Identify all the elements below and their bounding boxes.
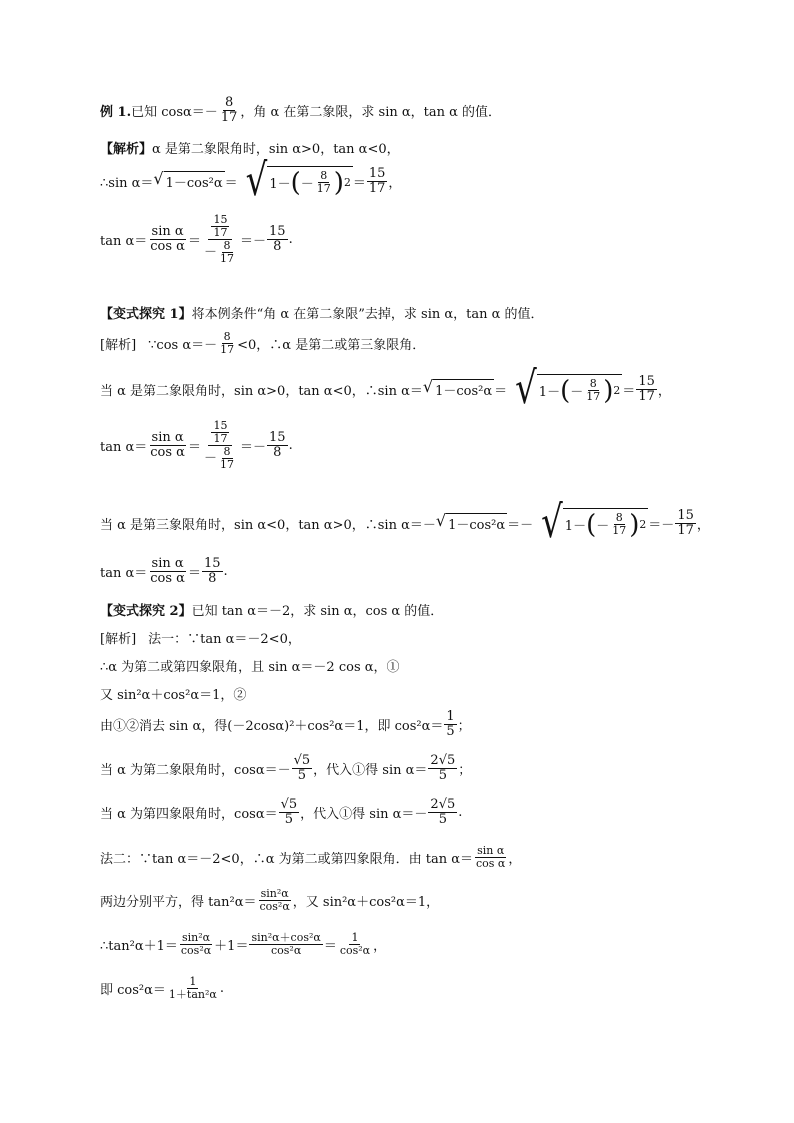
radicand: 1－cos²α: [433, 379, 494, 399]
denominator: 5: [284, 812, 294, 828]
variant-2-line-9: [100, 976, 224, 1001]
denominator: cos α: [476, 857, 506, 871]
numerator: sin α: [151, 223, 184, 239]
numerator: sin²α: [260, 887, 289, 900]
fraction: [675, 509, 696, 539]
denominator: cos α: [150, 239, 185, 255]
exponent: 2: [639, 518, 647, 532]
numerator: 15: [638, 373, 655, 389]
denominator: 8: [273, 239, 282, 255]
formula-text: ，代入①得 sin α＝－: [300, 807, 428, 823]
formula-text: ，代入①得 sin α＝: [313, 763, 428, 779]
variant-1-solution-line: [100, 331, 425, 356]
numerator: sin α: [151, 556, 184, 571]
fraction: [338, 932, 372, 957]
fraction: [610, 512, 628, 537]
numerator: 1: [189, 975, 197, 988]
variant-1-tan-3-line: [100, 557, 228, 587]
formula-text: ＋1＝: [214, 939, 249, 955]
numerator: 2√5: [430, 797, 456, 812]
example-1-tan-line: [100, 214, 293, 265]
numerator: 15: [213, 213, 228, 226]
formula-text: ，又 sin²α＋cos²α＝1，: [292, 895, 440, 911]
variant-2-line-6: [100, 845, 521, 870]
formula-text: ，: [657, 383, 671, 399]
variant-2-line-4: [100, 754, 471, 784]
denominator: cos²α: [259, 900, 290, 914]
compound-fraction: [202, 420, 239, 471]
formula-text: 当 α 是第二象限角时，sin α>0，tan α<0，∴sin α＝: [100, 383, 423, 399]
fraction: [444, 710, 456, 740]
numerator: 15: [269, 223, 286, 239]
formula-text: ∵cos α＝－: [148, 338, 218, 354]
formula-text: 当 α 是第三象限角时，sin α<0，tan α>0，∴sin α＝－: [100, 517, 436, 533]
fraction: [367, 167, 388, 197]
numerator: √5: [280, 797, 298, 812]
variant-2-line-2: [100, 684, 246, 703]
variant-2-title: 【变式探究 2】: [100, 604, 192, 619]
denominator: cos α: [150, 445, 185, 461]
fraction: [292, 754, 313, 784]
numerator: 8: [615, 511, 623, 525]
formula-text: .: [288, 438, 293, 454]
fraction: [218, 240, 236, 265]
formula-text: ∴α 为第二或第四象限角，且 sin α＝－2 cos α，①: [100, 660, 400, 675]
numerator: 8: [589, 377, 597, 391]
square-root: √ 1－ ( － $\frac{8}{17}$ ) 2: [541, 496, 647, 549]
square-root: √ 1－cos²α: [153, 169, 223, 192]
square-root: √ 1－ ( － $\frac{8}{17}$ ) 2: [245, 154, 351, 207]
numerator: 8: [223, 239, 231, 253]
fraction: [211, 214, 229, 239]
formula-text: ∴sin α＝: [100, 175, 154, 191]
formula-text: 1－: [538, 385, 561, 401]
fraction: [267, 431, 288, 461]
formula-text: ＝－: [240, 234, 267, 250]
formula-text: ＝－: [507, 517, 534, 533]
fraction: [218, 331, 236, 356]
fraction: [315, 170, 333, 195]
formula-text: ＝: [224, 175, 238, 191]
formula-text: ＝: [622, 383, 636, 399]
square-root: √ 1－ ( － $\frac{8}{17}$ ) 2: [515, 362, 621, 415]
numerator: 8: [223, 445, 231, 459]
formula-text: ∴tan²α＋1＝: [100, 939, 178, 955]
fraction: [179, 932, 213, 957]
example-1-line: [100, 96, 501, 126]
denominator: 17: [612, 524, 627, 538]
exponent: 2: [613, 384, 621, 398]
variant-1-tan-2-line: [100, 420, 293, 471]
fraction: [279, 798, 300, 828]
denominator: 17: [677, 522, 694, 538]
variant-1-line: [100, 303, 544, 322]
formula-text: －: [570, 385, 584, 401]
fraction: [636, 375, 657, 405]
denominator: 17: [220, 252, 234, 266]
variant-2-line: [100, 600, 443, 619]
numerator: 1: [351, 931, 359, 944]
fraction: [219, 96, 240, 126]
variant-2-line-3: [100, 710, 471, 740]
formula-text: 又 sin²α＋cos²α＝1，②: [100, 688, 247, 703]
variant-1-case-3-line: [100, 496, 710, 549]
numerator: sin²α＋cos²α: [251, 931, 321, 944]
formula-text: 1－: [269, 177, 291, 193]
example-1-text-a: 已知 cosα＝－: [131, 105, 218, 121]
variant-2-solution-line: [100, 628, 301, 647]
denominator: cos²α: [339, 944, 371, 958]
formula-text: .: [458, 805, 463, 821]
numerator: 15: [368, 165, 386, 181]
denominator: 8: [273, 445, 282, 461]
numerator: 1: [446, 709, 455, 724]
formula-text: ＝: [187, 440, 201, 456]
denominator: 5: [438, 812, 447, 828]
variant-2-line-1: [100, 656, 400, 675]
formula-text: tan α＝: [100, 566, 148, 582]
denominator: 17: [316, 182, 331, 196]
denominator: cos²α: [180, 944, 212, 958]
denominator: cos α: [150, 571, 185, 587]
numerator: sin²α: [181, 931, 211, 944]
formula-text: ；: [458, 763, 472, 779]
solution-label: 【解析】: [100, 142, 153, 157]
numerator: 8: [224, 95, 234, 110]
formula-text: <0，∴α 是第二或第三象限角．: [237, 338, 426, 354]
square-root: √ 1－cos²α: [435, 511, 506, 534]
numerator: 15: [269, 429, 286, 445]
solution-text: α 是第二象限角时，sin α>0，tan α<0，: [152, 142, 400, 157]
solution-label: [解析]: [100, 338, 137, 354]
variant-2-line-5: [100, 798, 462, 828]
formula-text: ；: [457, 719, 471, 735]
fraction: [211, 420, 229, 445]
denominator: 17: [220, 458, 234, 472]
denominator: 17: [368, 180, 386, 196]
fraction: [148, 431, 187, 461]
variant-1-text: 将本例条件“角 α 在第二象限”去掉，求 sin α，tan α 的值．: [191, 307, 544, 322]
formula-text: ，: [373, 939, 387, 955]
variant-2-line-7: [100, 888, 439, 913]
formula-text: ＝: [352, 175, 366, 191]
radicand: 1－cos²α: [164, 171, 225, 191]
fraction: [257, 888, 291, 913]
fraction: [428, 754, 457, 784]
solution-label: [解析]: [100, 632, 137, 647]
numerator: 15: [203, 556, 221, 571]
fraction: [249, 932, 322, 957]
formula-text: ＝: [323, 939, 337, 955]
numerator: sin α: [151, 429, 184, 445]
formula-text: tan α＝: [100, 234, 148, 250]
denominator: 17: [220, 110, 238, 126]
denominator: 17: [213, 226, 228, 240]
numerator: 15: [677, 507, 694, 523]
fraction: [148, 225, 187, 255]
denominator: 5: [446, 724, 455, 740]
denominator: cos²α: [270, 944, 302, 958]
formula-text: ＝: [494, 383, 508, 399]
denominator: 17: [638, 388, 655, 404]
formula-text: 当 α 为第四象限角时，cosα＝: [100, 807, 278, 823]
formula-text: 当 α 为第二象限角时，cosα＝－: [100, 763, 291, 779]
variant-2-text: 已知 tan α＝－2，求 sin α，cos α 的值．: [191, 604, 444, 619]
formula-text: ＝: [187, 234, 201, 250]
radicand: 1－cos²α: [446, 513, 507, 533]
formula-text: ，: [696, 517, 710, 533]
numerator: √5: [293, 753, 311, 768]
numerator: sin α: [477, 844, 505, 857]
example-1-text-b: ，角 α 在第二象限，求 sin α，tan α 的值．: [240, 105, 502, 121]
formula-text: ＝－: [648, 517, 675, 533]
variant-1-case-2-line: [100, 362, 671, 415]
fraction: [428, 798, 457, 828]
denominator: 17: [213, 432, 228, 446]
exponent: 2: [343, 176, 351, 190]
denominator: 5: [297, 768, 307, 784]
numerator: 8: [320, 169, 328, 183]
denominator: 17: [586, 390, 601, 404]
denominator: 1＋tan²α: [168, 988, 217, 1002]
compound-fraction: [202, 214, 239, 265]
formula-text: 即 cos²α＝: [100, 983, 166, 999]
formula-text: －: [300, 177, 314, 193]
formula-text: ，: [508, 852, 522, 868]
fraction: [167, 976, 219, 1001]
square-root: √ 1－cos²α: [422, 377, 493, 400]
fraction: [267, 225, 288, 255]
formula-text: 两边分别平方，得 tan²α＝: [100, 895, 257, 911]
formula-text: .: [223, 564, 228, 580]
formula-text: －: [596, 519, 610, 535]
formula-text: 由①②消去 sin α，得(－2cosα)²＋cos²α＝1，即 cos²α＝: [100, 719, 444, 735]
formula-text: 1－: [564, 519, 587, 535]
formula-text: 法二：∵tan α＝－2<0，∴α 为第二或第四象限角．由 tan α＝: [100, 852, 473, 868]
variant-2-line-8: [100, 932, 386, 957]
formula-text: ，: [388, 175, 402, 191]
numerator: 8: [223, 330, 231, 343]
example-1-sin-line: [100, 154, 402, 207]
formula-text: ＝: [187, 566, 201, 582]
formula-text: －: [203, 245, 217, 261]
example-1-title: 例 1.: [100, 105, 132, 121]
fraction: [584, 378, 602, 403]
formula-text: .: [288, 232, 293, 248]
denominator: 17: [220, 343, 235, 357]
fraction: [202, 557, 223, 587]
formula-text: －: [203, 451, 217, 467]
fraction: [148, 557, 187, 587]
fraction: [218, 446, 236, 471]
solution-text: 法一：∵tan α＝－2<0，: [148, 632, 301, 647]
numerator: 15: [213, 419, 228, 432]
numerator: 2√5: [430, 753, 456, 768]
variant-1-title: 【变式探究 1】: [100, 307, 192, 322]
denominator: 8: [208, 571, 217, 587]
formula-text: .: [219, 981, 224, 997]
denominator: 5: [438, 768, 447, 784]
formula-text: ＝－: [240, 440, 267, 456]
formula-text: tan α＝: [100, 440, 148, 456]
fraction: [474, 845, 507, 870]
